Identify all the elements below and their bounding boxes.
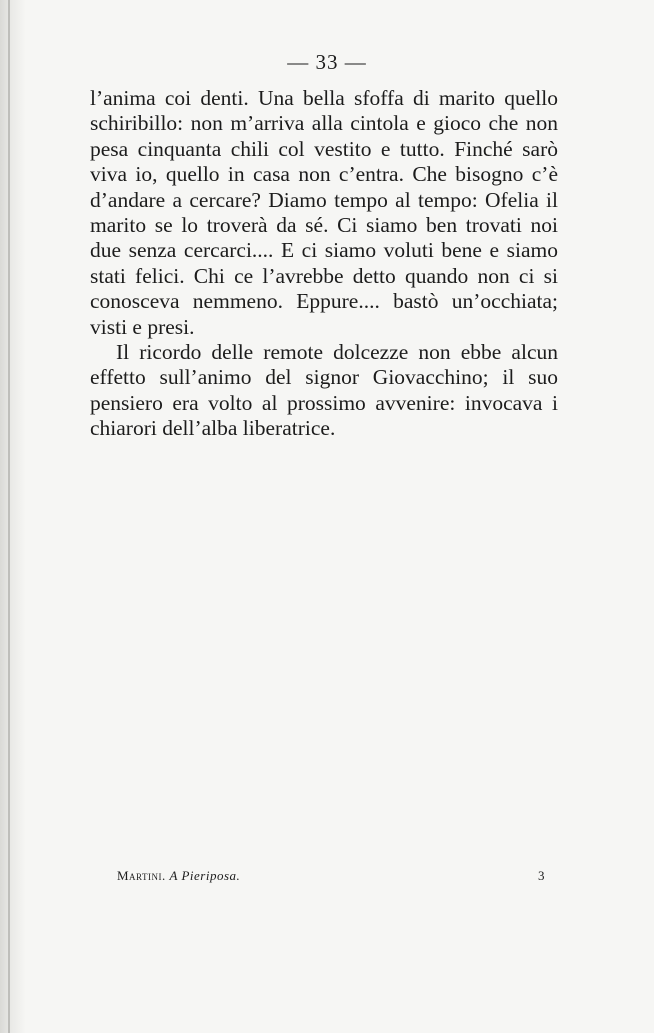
footer-title: A Pieriposa.	[169, 868, 241, 883]
page-number: — 33 —	[287, 50, 367, 74]
paragraph-1: l’anima coi denti. Una bella sfoffa di marito quello schiribillo: non m’arriva alla cintola e gioco che non pesa cinquanta chili col vestito e tutto. Finché sarò viva io, quello in casa non c’entra. Che bisogno c’è d’andare a cercare? Diamo tempo al tempo: Ofelia il marito se lo troverà da sé. Ci siamo ben trovati noi due senza cercarci.... E ci siamo voluti bene e siamo stati felici. Chi ce l’avrebbe detto quando non ci si conosceva nemmeno. Eppure.... bastò un’occhiata; visti e presi.	[90, 86, 558, 339]
signature-footer	[117, 868, 557, 884]
paragraph-2: Il ricordo delle remote dolcezze non ebbe alcun effetto sull’animo del signor Giovacchino; il suo pensiero era volto al prossimo avvenire: invocava i chiarori dell’alba liberatrice.	[90, 340, 558, 441]
signature-mark: 3	[538, 868, 545, 883]
binding-edge	[0, 0, 26, 1033]
body-text	[90, 86, 558, 442]
binding-line	[8, 0, 10, 1033]
footer-author: Martini.	[117, 868, 166, 883]
